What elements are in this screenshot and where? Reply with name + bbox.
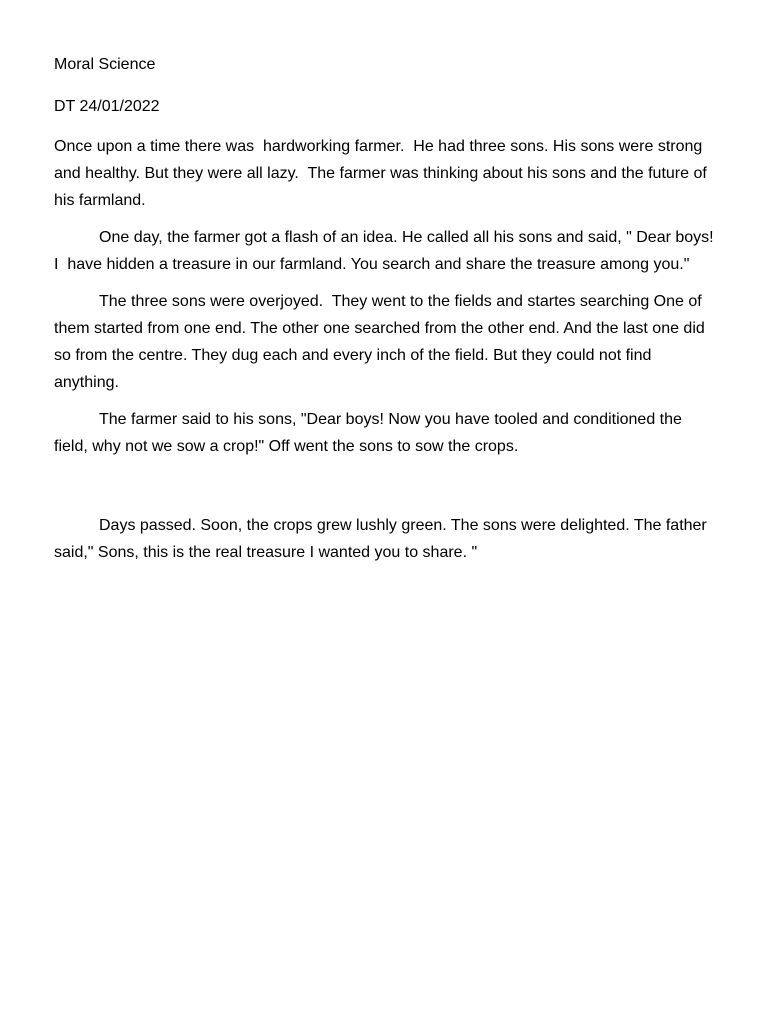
paragraph-5: Days passed. Soon, the crops grew lushly green. The sons were delighted. The father said," Sons, this is the real treasure I wanted you to share. " <box>54 517 712 561</box>
paragraph-1: Once upon a time there was hardworking farmer. He had three sons. His sons were strong and healthy. But they were all lazy. The farmer was thinking about his sons and the future of his farmland. <box>54 138 712 209</box>
document-body <box>54 51 719 576</box>
date-line: DT 24/01/2022 <box>54 98 160 115</box>
paragraph-2: One day, the farmer got a flash of an idea. He called all his sons and said, " Dear boys! I have hidden a treasure in our farmland. You search and share the treasure among you." <box>54 229 719 273</box>
paragraph-3: The three sons were overjoyed. They went to the fields and startes searching One of them started from one end. The other one searched from the other end. And the last one did so from the centre. They dug each and every inch of the field. But they could not find anything. <box>54 293 710 391</box>
paragraph-4: The farmer said to his sons, "Dear boys! Now you have tooled and conditioned the field, why not we sow a crop!" Off went the sons to sow the crops. <box>54 411 687 455</box>
subject-heading: Moral Science <box>54 56 156 73</box>
blank-gap <box>54 470 714 512</box>
